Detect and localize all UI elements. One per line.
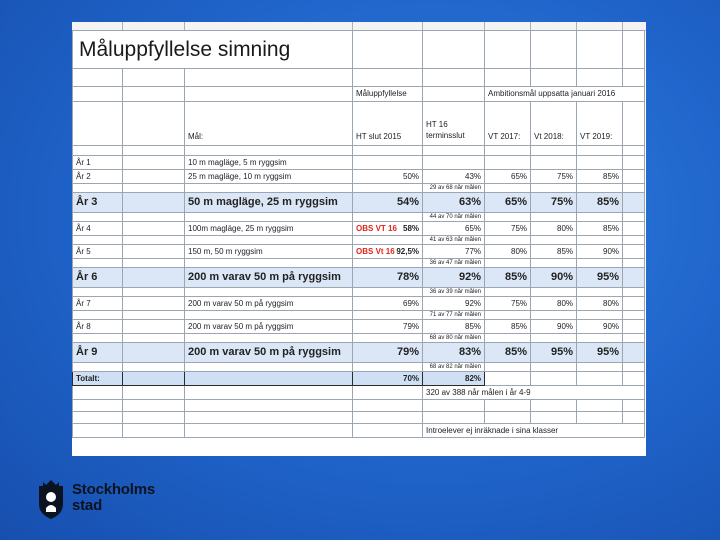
note-row	[73, 236, 645, 245]
progress-note: 71 av 77 når målen	[423, 311, 485, 320]
note-row	[73, 184, 645, 193]
note-row	[73, 213, 645, 222]
spreadsheet-screenshot	[72, 22, 646, 456]
note-row	[73, 363, 645, 372]
row-ht16	[423, 156, 485, 170]
row-year: År 8	[73, 320, 123, 334]
row-vt18: 85%	[531, 245, 577, 259]
row-vt18: 75%	[531, 170, 577, 184]
header-ht16-label: HT 16	[426, 120, 448, 129]
row-vt18: 90%	[531, 268, 577, 288]
row-vt19: 95%	[577, 268, 623, 288]
note-row	[73, 288, 645, 297]
progress-note: 41 av 63 når målen	[423, 236, 485, 245]
row-vt17: 65%	[485, 193, 531, 213]
row-vt18: 90%	[531, 320, 577, 334]
ht15-value: 58%	[403, 223, 420, 233]
header-mal: Mål:	[185, 102, 353, 146]
table-row	[73, 245, 645, 259]
row-vt19: 85%	[577, 222, 623, 236]
row-year: År 9	[73, 343, 123, 363]
row-ht15	[353, 343, 423, 363]
table-row	[73, 156, 645, 170]
results-table	[72, 30, 645, 438]
ht15-value: 78%	[396, 271, 420, 283]
ht15-value: 79%	[403, 321, 420, 331]
table-row	[73, 170, 645, 184]
row-vt18: 75%	[531, 193, 577, 213]
row-vt19: 80%	[577, 297, 623, 311]
row-vt19: 85%	[577, 170, 623, 184]
row-vt17: 85%	[485, 320, 531, 334]
row-goal: 200 m varav 50 m på ryggsim	[185, 268, 353, 288]
total-label: Totalt:	[73, 372, 123, 386]
row-vt17: 85%	[485, 268, 531, 288]
logo-text	[72, 482, 155, 514]
row-ht15	[353, 170, 423, 184]
row-vt17: 75%	[485, 222, 531, 236]
ht15-value: 54%	[396, 196, 420, 208]
total-ht16: 82%	[423, 372, 485, 386]
obs-marker: OBS VT 16	[356, 223, 397, 233]
row-ht16: 63%	[423, 193, 485, 213]
row-vt19: 85%	[577, 193, 623, 213]
row-year: År 6	[73, 268, 123, 288]
crown-shield-icon	[36, 478, 66, 520]
progress-note: 36 av 39 når målen	[423, 288, 485, 297]
note-row	[73, 311, 645, 320]
row-ht15	[353, 320, 423, 334]
ht15-value: 92,5%	[396, 246, 420, 256]
header-vt19: VT 2019:	[577, 102, 623, 146]
total-ht15: 70%	[353, 372, 423, 386]
row-vt17: 65%	[485, 170, 531, 184]
row-vt17: 75%	[485, 297, 531, 311]
row-year: År 7	[73, 297, 123, 311]
header-ht16-sub: terminsslut	[426, 131, 465, 140]
row-vt18: 80%	[531, 297, 577, 311]
summary-note: 320 av 388 når målen i år 4-9	[423, 386, 645, 400]
row-ht16: 85%	[423, 320, 485, 334]
row-vt19: 90%	[577, 320, 623, 334]
table-row	[73, 320, 645, 334]
table-row	[73, 268, 645, 288]
table-row	[73, 297, 645, 311]
row-ht15	[353, 222, 423, 236]
intro-note: Introelever ej inräknade i sina klasser	[423, 424, 645, 438]
header-maluppfyllelse: Måluppfyllelse	[353, 87, 423, 102]
header-vt17: VT 2017:	[485, 102, 531, 146]
row-ht16: 65%	[423, 222, 485, 236]
ht15-value: 79%	[396, 346, 420, 358]
progress-note: 29 av 68 når målen	[423, 184, 485, 193]
row-vt17: 80%	[485, 245, 531, 259]
row-ht16: 92%	[423, 297, 485, 311]
note-row	[73, 334, 645, 343]
row-goal: 200 m varav 50 m på ryggsim	[185, 343, 353, 363]
row-vt18	[531, 156, 577, 170]
row-vt17: 85%	[485, 343, 531, 363]
progress-note: 68 av 82 når målen	[423, 363, 485, 372]
row-ht15	[353, 156, 423, 170]
logo-line1: Stockholms	[72, 481, 156, 498]
ht15-value: 50%	[403, 171, 420, 181]
row-ht16: 92%	[423, 268, 485, 288]
ht15-value: 69%	[403, 298, 420, 308]
row-year: År 5	[73, 245, 123, 259]
row-goal: 50 m magläge, 25 m ryggsim	[185, 193, 353, 213]
table-row	[73, 343, 645, 363]
table-row	[73, 222, 645, 236]
obs-marker: OBS Vt 16	[356, 246, 395, 256]
row-year: År 1	[73, 156, 123, 170]
note-row	[73, 259, 645, 268]
row-goal: 200 m varav 50 m på ryggsim	[185, 297, 353, 311]
progress-note: 68 av 80 når målen	[423, 334, 485, 343]
header-ambition: Ambitionsmål uppsatta januari 2016	[485, 87, 645, 102]
progress-note: 44 av 70 når målen	[423, 213, 485, 222]
row-vt18: 95%	[531, 343, 577, 363]
row-ht15	[353, 297, 423, 311]
row-goal: 100m magläge, 25 m ryggsim	[185, 222, 353, 236]
row-vt18: 80%	[531, 222, 577, 236]
header-ht16	[423, 102, 485, 146]
row-vt19	[577, 156, 623, 170]
row-vt19: 95%	[577, 343, 623, 363]
row-ht15	[353, 268, 423, 288]
row-year: År 2	[73, 170, 123, 184]
row-vt19: 90%	[577, 245, 623, 259]
row-ht16: 83%	[423, 343, 485, 363]
row-ht15	[353, 245, 423, 259]
row-ht16: 43%	[423, 170, 485, 184]
stockholms-stad-logo	[36, 478, 156, 522]
row-year: År 4	[73, 222, 123, 236]
header-vt18: Vt 2018:	[531, 102, 577, 146]
row-ht16: 77%	[423, 245, 485, 259]
progress-note: 36 av 47 når målen	[423, 259, 485, 268]
row-goal: 10 m magläge, 5 m ryggsim	[185, 156, 353, 170]
row-goal: 25 m magläge, 10 m ryggsim	[185, 170, 353, 184]
logo-line2: stad	[72, 497, 103, 514]
row-year: År 3	[73, 193, 123, 213]
table-row	[73, 193, 645, 213]
row-ht15	[353, 193, 423, 213]
sheet-title: Måluppfyllelse simning	[73, 31, 353, 69]
header-ht15: HT slut 2015	[353, 102, 423, 146]
row-goal: 200 m varav 50 m på ryggsim	[185, 320, 353, 334]
row-goal: 150 m, 50 m ryggsim	[185, 245, 353, 259]
row-vt17	[485, 156, 531, 170]
